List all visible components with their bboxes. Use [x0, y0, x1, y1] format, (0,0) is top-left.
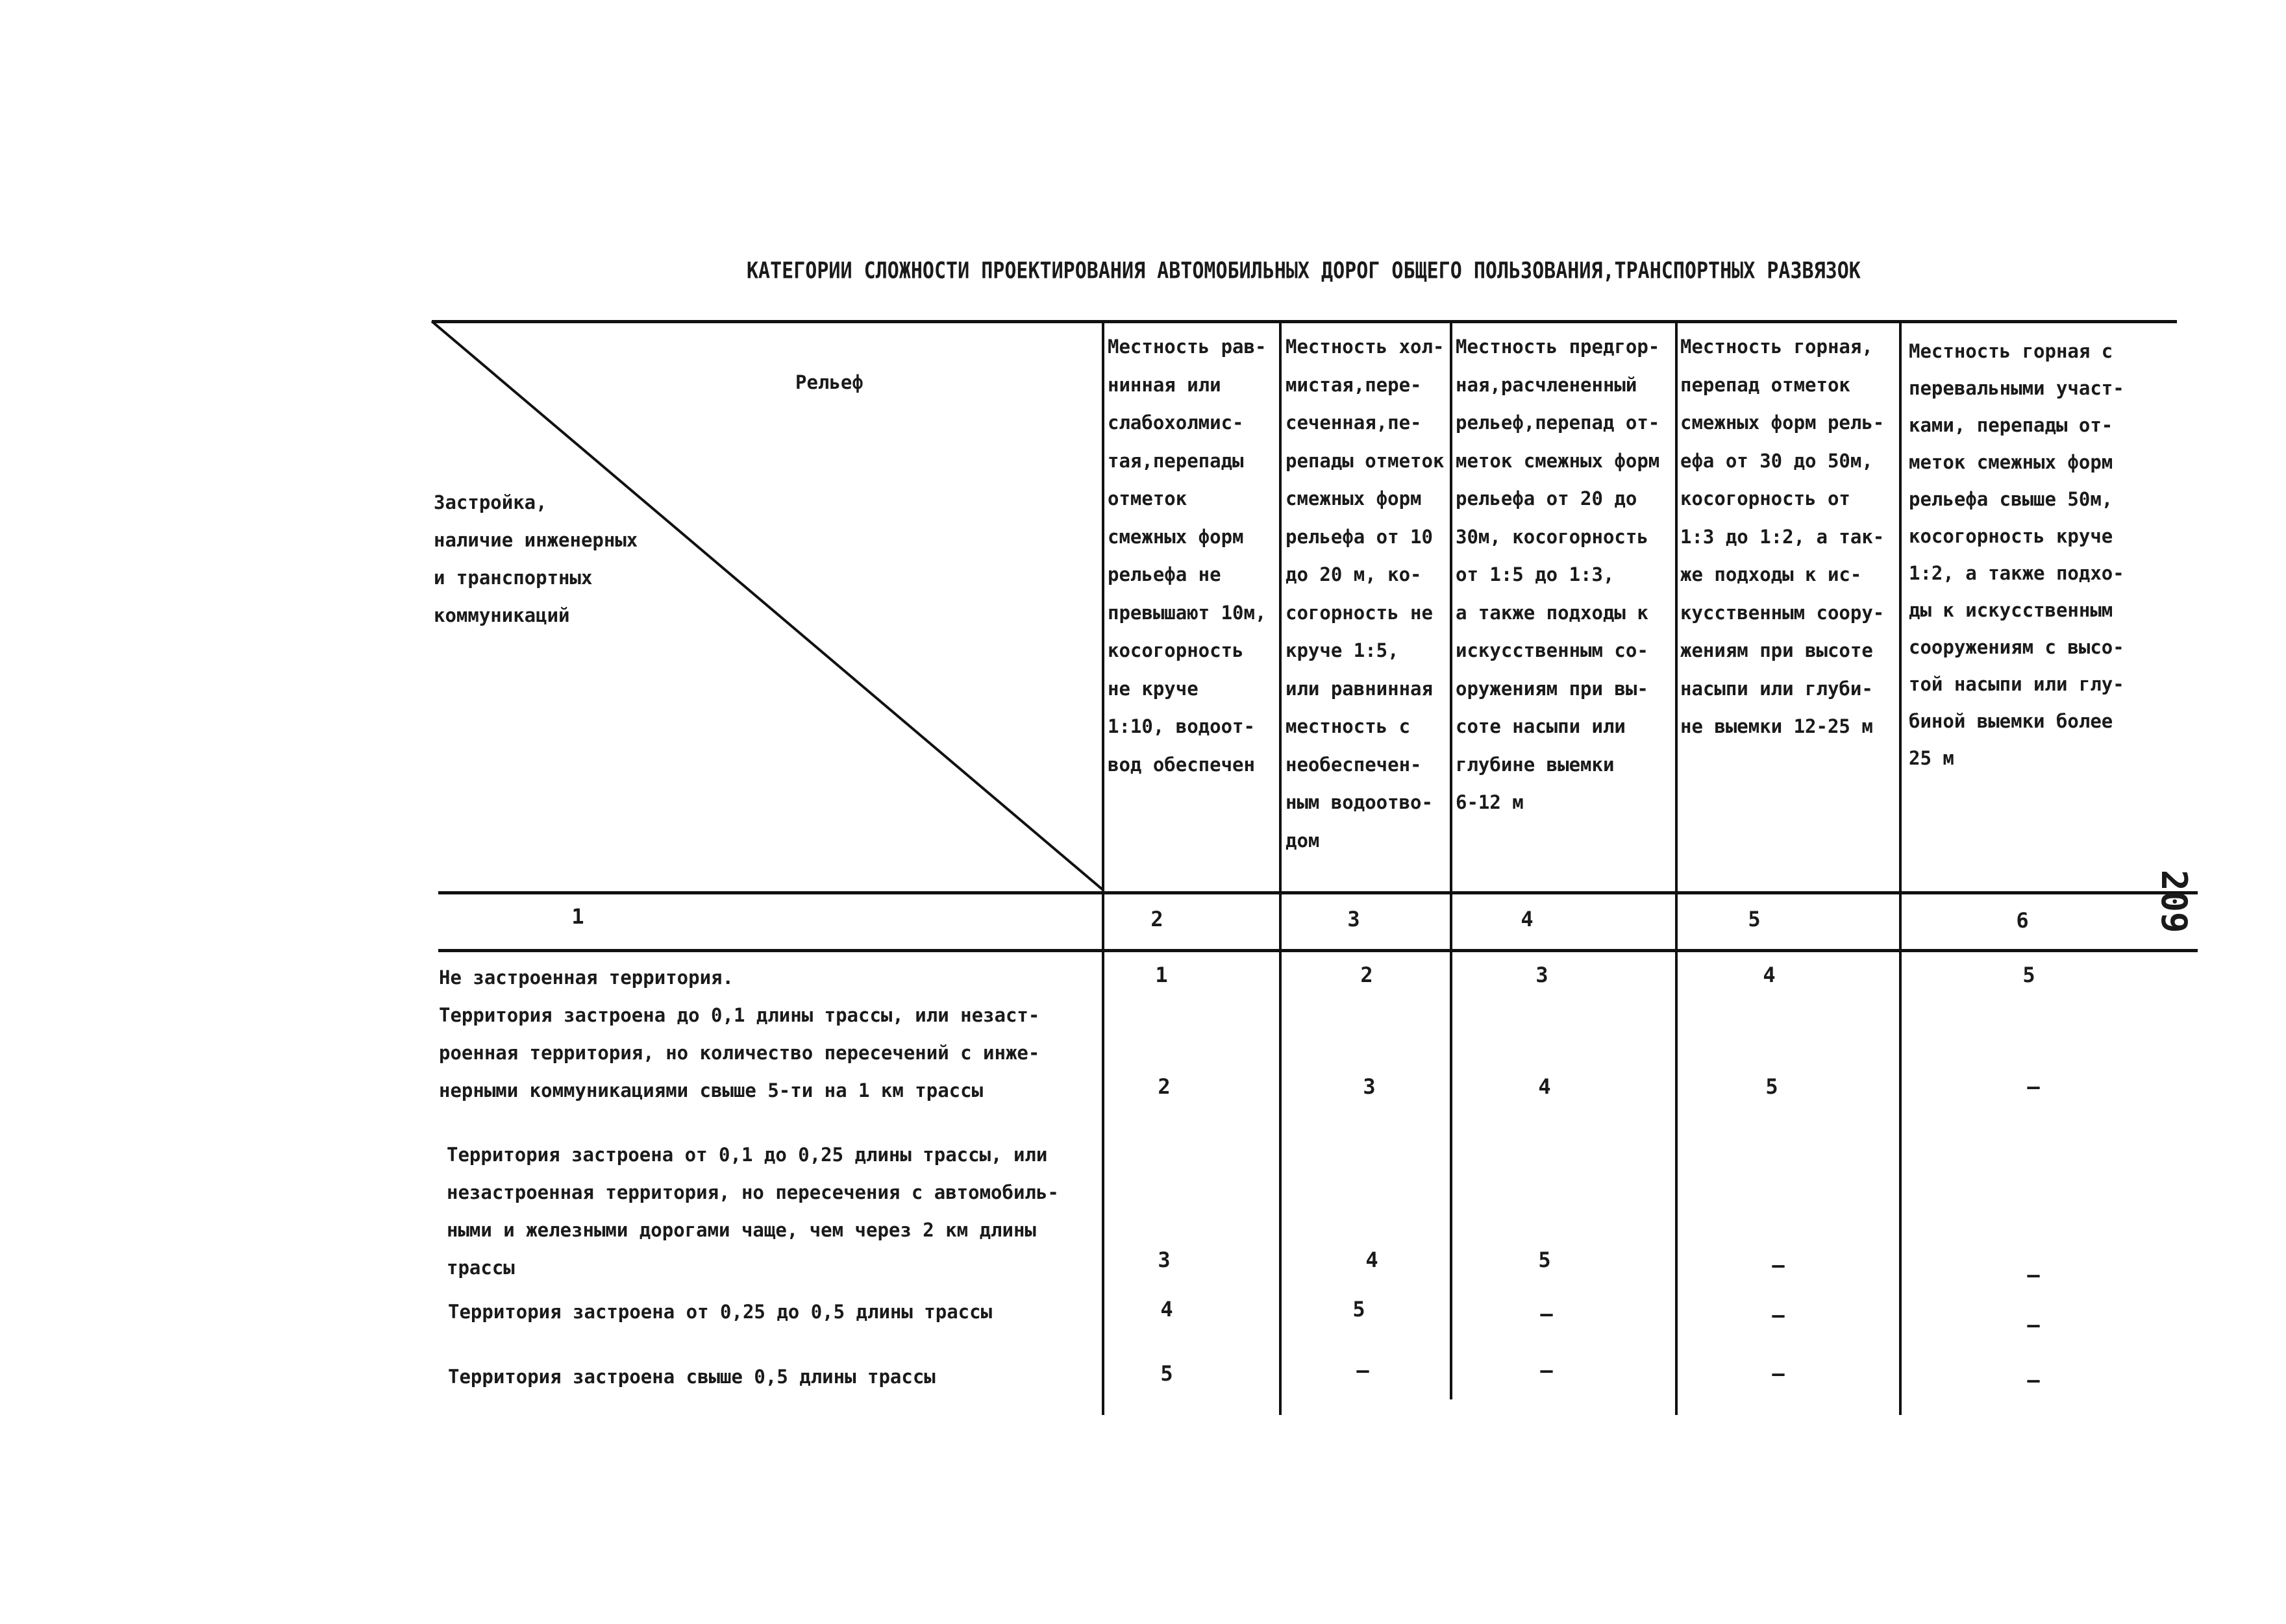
column-number: 3	[1347, 907, 1360, 931]
table-cell: –	[2027, 1368, 2040, 1392]
table-cell: 5	[1765, 1074, 1778, 1099]
table-cell: 3	[1535, 963, 1548, 987]
table-cell: 4	[1763, 963, 1776, 987]
table-cell: –	[2027, 1312, 2040, 1337]
column-divider	[1675, 322, 1678, 1415]
column-number: 4	[1521, 907, 1534, 931]
header-col-6: Местность горная с перевальными участ- ками, перепады от- меток смежных форм рельефа свыше 50м, косогорность круче 1:2, а также подхо- ды к искусственным сооружениям с высо- той насыпи или глу- биной выемки более 25 м	[1909, 340, 2124, 769]
column-number: 5	[1748, 907, 1761, 931]
table-cell: 5	[2022, 963, 2035, 987]
column-divider	[1899, 322, 1902, 1415]
page-title: КАТЕГОРИИ СЛОЖНОСТИ ПРОЕКТИРОВАНИЯ АВТОМОБИЛЬНЫХ ДОРОГ ОБЩЕГО ПОЛЬЗОВАНИЯ,ТРАНСПОРТНЫХ РАЗВЯЗОК	[747, 258, 1861, 284]
table-cell: 3	[1158, 1248, 1171, 1272]
header-col-5: Местность горная, перепад отметок смежных форм рель- ефа от 30 до 50м, косогорность от 1:3 до 1:2, а так- же подходы к ис- кусственным соору- жениям при высоте насыпи или глуби- не выемки 12-25 м	[1680, 336, 1885, 737]
corner-label-relief: Рельеф	[795, 371, 863, 393]
row-label: Не застроенная территория.	[439, 966, 734, 989]
table-cell: 5	[1538, 1248, 1551, 1272]
table-cell: –	[2027, 1262, 2040, 1287]
column-number: 1	[571, 904, 584, 929]
page-number: 209	[2154, 870, 2194, 933]
table-cell: –	[1772, 1303, 1785, 1327]
header-col-3: Местность хол- мистая,пере- сеченная,пе- репады отметок смежных форм рельефа от 10 до 20 м, ко- согорность не круче 1:5, или равнинная местность с необеспечен- ным водоотво- дом	[1286, 336, 1445, 852]
row-label: Территория застроена от 0,25 до 0,5 длины трассы	[448, 1301, 993, 1323]
table-cell: 4	[1160, 1297, 1173, 1322]
table-cell: –	[2027, 1074, 2040, 1099]
row-label: Территория застроена от 0,1 до 0,25 длины трассы, или незастроенная территория, но пересечения с автомобиль- ными и железными дорогами чаще, чем через 2 км длины трассы	[447, 1144, 1059, 1279]
table-cell: –	[1540, 1358, 1553, 1383]
column-number: 2	[1150, 907, 1163, 931]
column-divider	[1279, 322, 1282, 1415]
row-label: Территория застроена до 0,1 длины трассы, или незаст- роенная территория, но количество пересечений с инже- нерными коммуникациями свыше 5-ти на 1 км трассы	[439, 1004, 1040, 1101]
numbers-bottom-rule	[438, 949, 2198, 952]
table-cell: –	[1356, 1358, 1369, 1383]
table-cell: –	[1772, 1253, 1785, 1277]
table-cell: 3	[1363, 1074, 1376, 1099]
header-col-4: Местность предгор- ная,расчлененный рельеф,перепад от- меток смежных форм рельефа от 20 до 30м, косогорность от 1:5 до 1:3, а также подходы к искусственным со- оружениям при вы- соте насыпи или глубине выемки 6-12 м	[1456, 336, 1660, 813]
table-cell: 5	[1352, 1297, 1365, 1322]
table-cell: 2	[1360, 963, 1373, 987]
corner-label-development: Застройка, наличие инженерных и транспортных коммуникаций	[434, 491, 638, 626]
table-cell: 5	[1160, 1361, 1173, 1386]
row-label: Территория застроена свыше 0,5 длины трассы	[448, 1366, 936, 1388]
table-cell: 1	[1155, 963, 1168, 987]
table-cell: –	[1772, 1361, 1785, 1386]
table-cell: 2	[1158, 1074, 1171, 1099]
table-cell: 4	[1365, 1248, 1378, 1272]
table-cell: 4	[1538, 1074, 1551, 1099]
table-cell: –	[1540, 1301, 1553, 1326]
header-col-2: Местность рав- нинная или слабохолмис- тая,перепады отметок смежных форм рельефа не превышают 10м, косогорность не круче 1:10, водоот- вод обеспечен	[1108, 336, 1267, 776]
column-divider	[1450, 322, 1452, 1399]
column-number: 6	[2016, 908, 2029, 933]
